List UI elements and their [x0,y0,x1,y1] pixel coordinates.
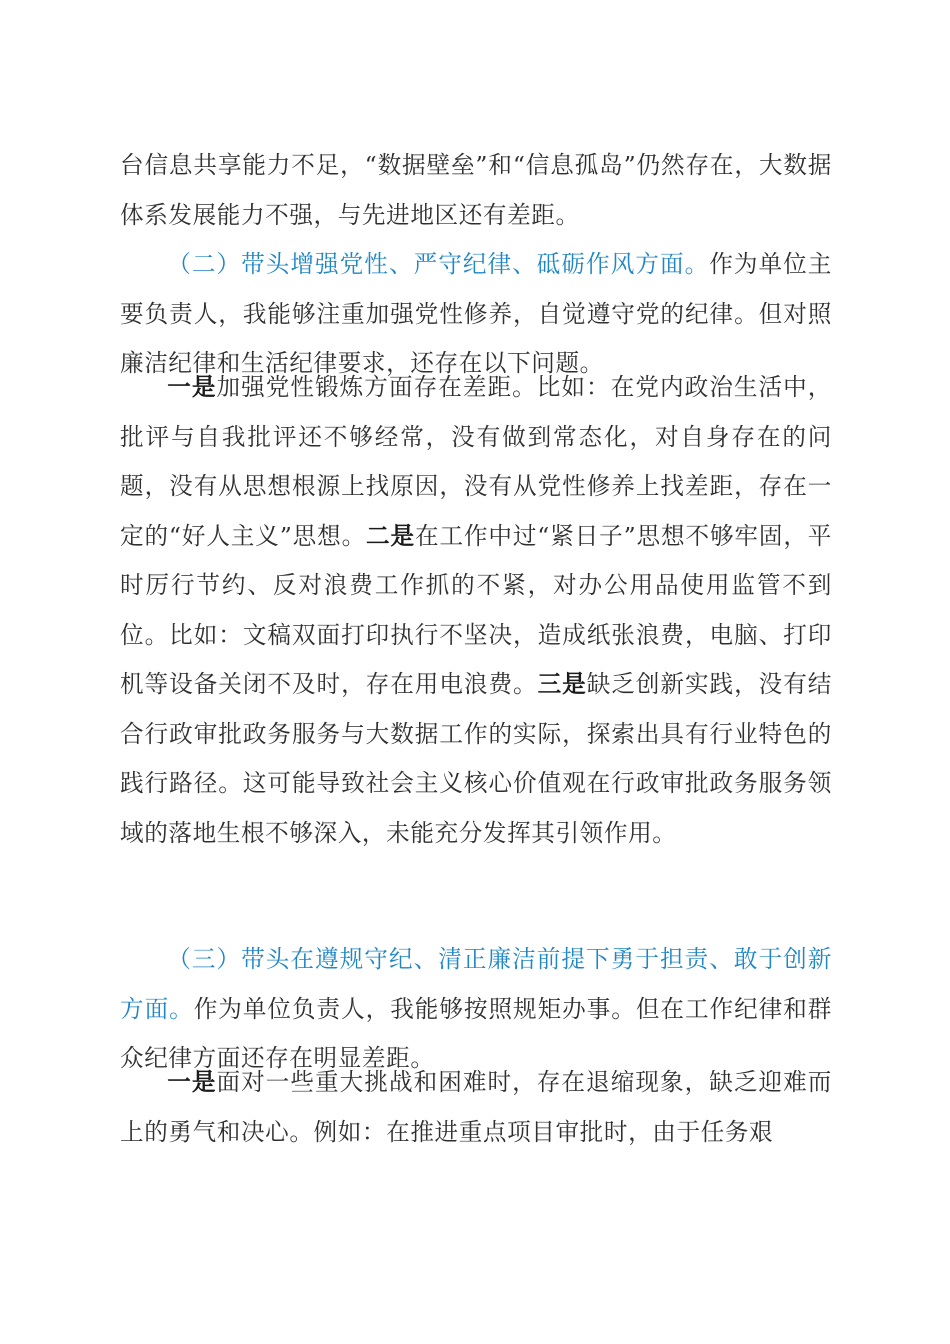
section-3-body: 作为单位负责人，我能够按照规矩办事。但在工作纪律和群众纪律方面还存在明显差距。 [120,994,832,1072]
section-2-body: 作为单位主要负责人，我能够注重加强党性修养，自觉遵守党的纪律。但对照廉洁纪律和生活纪律要求，还存在以下问题。 [120,250,832,377]
paragraph-text: 台信息共享能力不足，“数据壁垒”和“信息孤岛”仍然存在，大数据体系发展能力不强，与先进地区还有差距。 [120,151,832,229]
section-2-points [120,363,832,858]
section-2-points-paragraph [120,363,832,858]
point-2-text: 在工作中过“紧日子”思想不够牢固，平时厉行节约、反对浪费工作抓的不紧，对办公用品使用监管不到位。比如：文稿双面打印执行不坚决，造成纸张浪费，电脑、打印机等设备关闭不及时，存在用电浪费。 [120,521,832,698]
section-3-heading: （三）带头在遵规守纪、清正廉洁前提下勇于担责、敢于创新方面。 [120,945,832,1023]
point-1-text: 加强党性锻炼方面存在差距。比如：在党内政治生活中，批评与自我批评还不够经常，没有做到常态化，对自身存在的问题，没有从思想根源上找原因，没有从党性修养上找差距，存在一定的“好人主义”思想。 [120,373,832,550]
paragraph-continuation [120,141,832,240]
point-2-label: 二是 [366,521,415,550]
section-3-points-paragraph [120,1058,832,1157]
section-3-points [120,1058,832,1157]
s3-point-1-label: 一是 [167,1068,217,1096]
s3-point-1-text: 面对一些重大挑战和困难时，存在退缩现象，缺乏迎难而上的勇气和决心。例如：在推进重点项目审批时，由于任务艰 [120,1068,832,1146]
point-1-label: 一是 [167,373,217,401]
point-3-label: 三是 [537,670,587,698]
section-2-heading: （二）带头增强党性、严守纪律、砥砺作风方面。 [167,250,710,278]
point-3-text: 缺乏创新实践，没有结合行政审批政务服务与大数据工作的实际，探索出具有行业特色的践行路径。这可能导致社会主义核心价值观在行政审批政务服务领域的落地生根不够深入，未能充分发挥其引领作用。 [120,670,833,847]
